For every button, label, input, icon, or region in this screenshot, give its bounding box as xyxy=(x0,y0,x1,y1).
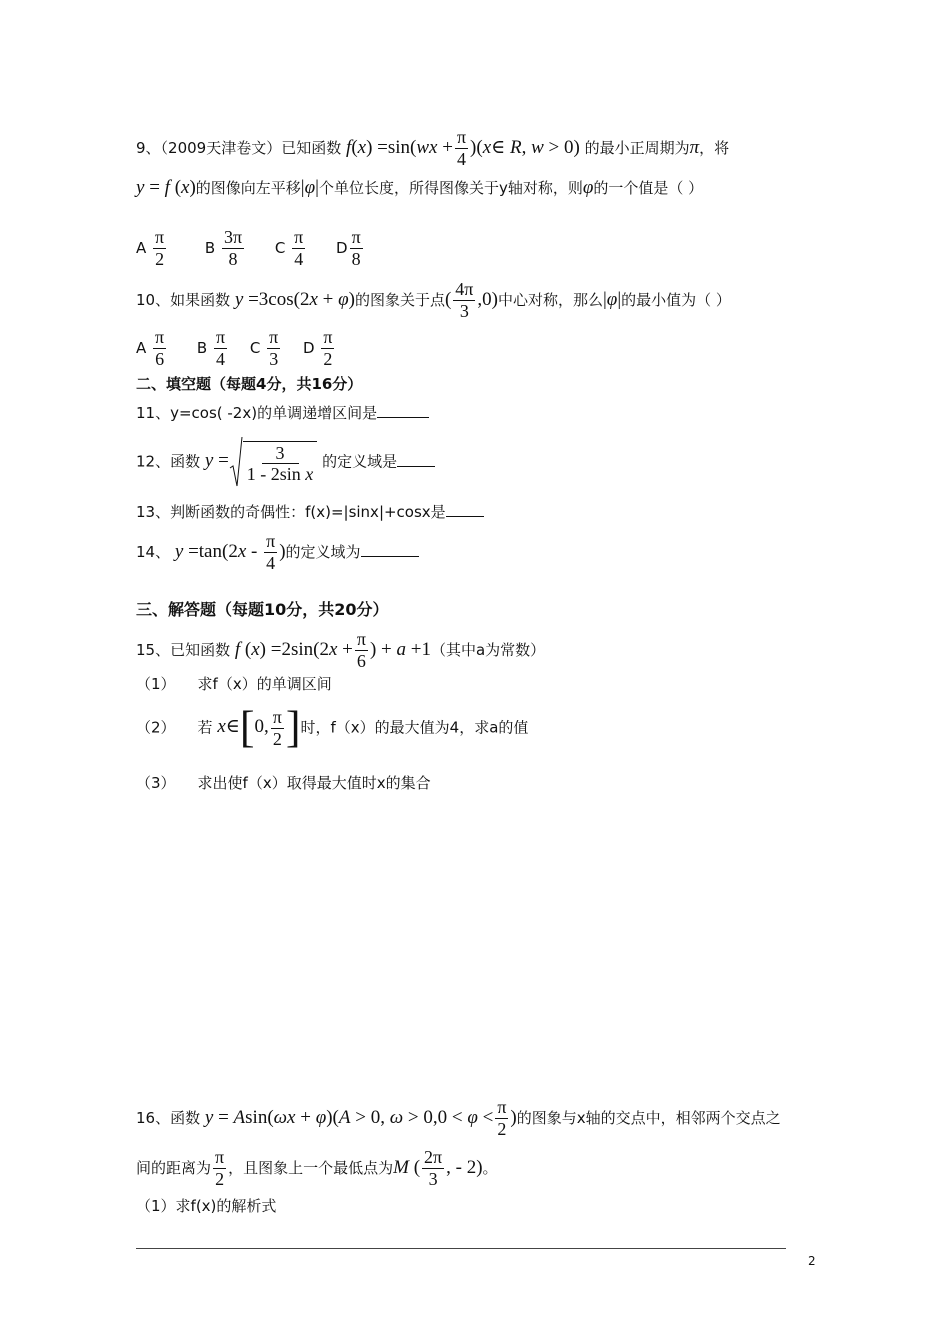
q15-part2-pre: 若 xyxy=(197,718,213,737)
q15-part2-label: （2） xyxy=(136,718,176,737)
q10-text-end: 的最小值为（ ） xyxy=(621,290,731,309)
q10-option-c: C $\frac{\pi}{3}$ xyxy=(249,327,279,369)
q9-text-sym: 个单位长度，所得图像关于y轴对称，则 xyxy=(318,179,583,197)
q15-part3-text: 求出使f（x）取得最大值时x的集合 xyxy=(197,774,431,792)
q11 xyxy=(136,403,429,421)
q15 xyxy=(136,630,545,671)
q15-part1-label: （1） xyxy=(136,675,176,693)
q13-text: 13、判断函数的奇偶性：f(x)=|sinx|+cosx是 xyxy=(136,503,446,521)
q15-text: 15、已知函数 xyxy=(136,640,231,659)
q15-part1 xyxy=(136,677,332,692)
page-number: 2 xyxy=(808,1254,816,1268)
section-heading-solutions: 三、解答题（每题10分，共20分） xyxy=(136,600,389,619)
q9-text-comma: ，将 xyxy=(699,138,730,157)
q12-text-tail: 的定义域是 xyxy=(322,452,398,471)
q13 xyxy=(136,502,484,520)
q12-formula: y = $\frac{3}{\text{1 - 2sin x}}$ xyxy=(205,450,317,471)
q11-answer-blank[interactable] xyxy=(377,403,429,418)
q9-line2 xyxy=(136,178,703,197)
q9-option-c: C $\frac{\pi}{4}$ xyxy=(274,227,304,269)
q9-phi: φ xyxy=(582,177,594,198)
q14 xyxy=(136,532,419,573)
q10-options xyxy=(136,328,346,369)
q9-option-d: D $\frac{\pi}{8}$ xyxy=(336,227,361,269)
q9-number: 9、 xyxy=(136,138,161,157)
q9-function: y = f (x) xyxy=(136,177,196,198)
q15-part3 xyxy=(136,776,431,791)
q9-line1 xyxy=(136,128,729,169)
q15-formula: f (x) =2sin(2x + $\frac{\pi}{6}$ ) + a +1 xyxy=(234,629,431,671)
q9-option-a: A $\frac{\pi}{2}$ xyxy=(136,227,165,269)
q9-text-end: 的一个值是（ ） xyxy=(593,179,704,197)
q16-text-intersect: 的图象与x轴的交点中，相邻两个交点之 xyxy=(516,1108,781,1127)
q16-text-end: 。 xyxy=(482,1158,498,1177)
q14-text-tail: 的定义域为 xyxy=(285,542,361,561)
q14-number: 14、 xyxy=(136,542,171,561)
q10-number: 10、 xyxy=(136,290,171,309)
q10-point: ( $\frac{4\pi}{3}$ ,0) xyxy=(444,279,498,321)
q12-text: 12、函数 xyxy=(136,452,201,471)
q16-point: M ( $\frac{2\pi}{3}$ , - 2) xyxy=(393,1147,483,1190)
section-heading-fill-in: 二、填空题（每题4分，共16分） xyxy=(136,375,363,393)
q14-answer-blank[interactable] xyxy=(361,542,419,557)
q10-option-d: D $\frac{\pi}{2}$ xyxy=(303,327,333,369)
q16-line2 xyxy=(136,1148,498,1189)
q15-text-tail: （其中a为常数） xyxy=(430,640,546,659)
q10-text: 如果函数 xyxy=(170,290,231,309)
q15-part3-label: （3） xyxy=(136,774,176,792)
q9-pi: π xyxy=(689,136,700,158)
q10-option-b: B $\frac{\pi}{4}$ xyxy=(196,327,226,369)
q15-part2-text: 时，f（x）的最大值为4，求a的值 xyxy=(300,718,529,737)
footer-rule xyxy=(136,1248,786,1249)
q15-part2 xyxy=(136,703,529,752)
q10-abs-phi: |φ| xyxy=(602,288,622,310)
q9-abs-phi: |φ| xyxy=(300,177,319,198)
q11-text: 11、y=cos( -2x)的单调递增区间是 xyxy=(136,404,378,422)
q9-source: （2009天津卷文） xyxy=(160,138,282,157)
q16-part1: （1）求f(x)的解析式 xyxy=(136,1197,277,1215)
q12-answer-blank[interactable] xyxy=(397,452,435,467)
q9-text-period: 的最小正周期为 xyxy=(584,138,690,157)
q12 xyxy=(136,436,435,488)
q16-line1 xyxy=(136,1098,781,1139)
q16-distance: $\frac{\pi}{2}$ xyxy=(215,1147,225,1189)
q13-answer-blank[interactable] xyxy=(446,502,484,517)
q10-text-point: 的图象关于点 xyxy=(354,290,445,309)
q16-text-lowpoint: ，且图象上一个最低点为 xyxy=(228,1158,394,1177)
q10-option-a: A $\frac{\pi}{6}$ xyxy=(136,327,165,369)
q16-text: 16、函数 xyxy=(136,1108,201,1127)
q9-text: 已知函数 xyxy=(281,138,342,157)
q9-formula: f(x) =sin(wx + $\frac{\pi}{4}$ )(x∈ R, w > 0) xyxy=(346,127,580,169)
q16-formula: y = Asin(ωx + φ)(A > 0, ω > 0,0 < φ < $\frac{\pi}{2}$ ) xyxy=(204,1097,517,1139)
q15-interval: x∈[0, $\frac{\pi}{2}$ ] xyxy=(217,703,301,752)
q9-text-shift: 的图像向左平移 xyxy=(195,179,301,197)
q10-formula: y =3cos(2x + φ) xyxy=(234,288,355,310)
q10-line1 xyxy=(136,280,731,321)
q15-part1-text: 求f（x）的单调区间 xyxy=(197,675,332,693)
q16-text-distance: 间的距离为 xyxy=(136,1158,212,1177)
q9-options xyxy=(136,228,375,269)
q9-option-b: B $\frac{3\pi}{8}$ xyxy=(204,227,243,269)
q10-text-center: 中心对称，那么 xyxy=(497,290,603,309)
q14-formula: y =tan(2x - $\frac{\pi}{4}$ ) xyxy=(174,531,286,573)
